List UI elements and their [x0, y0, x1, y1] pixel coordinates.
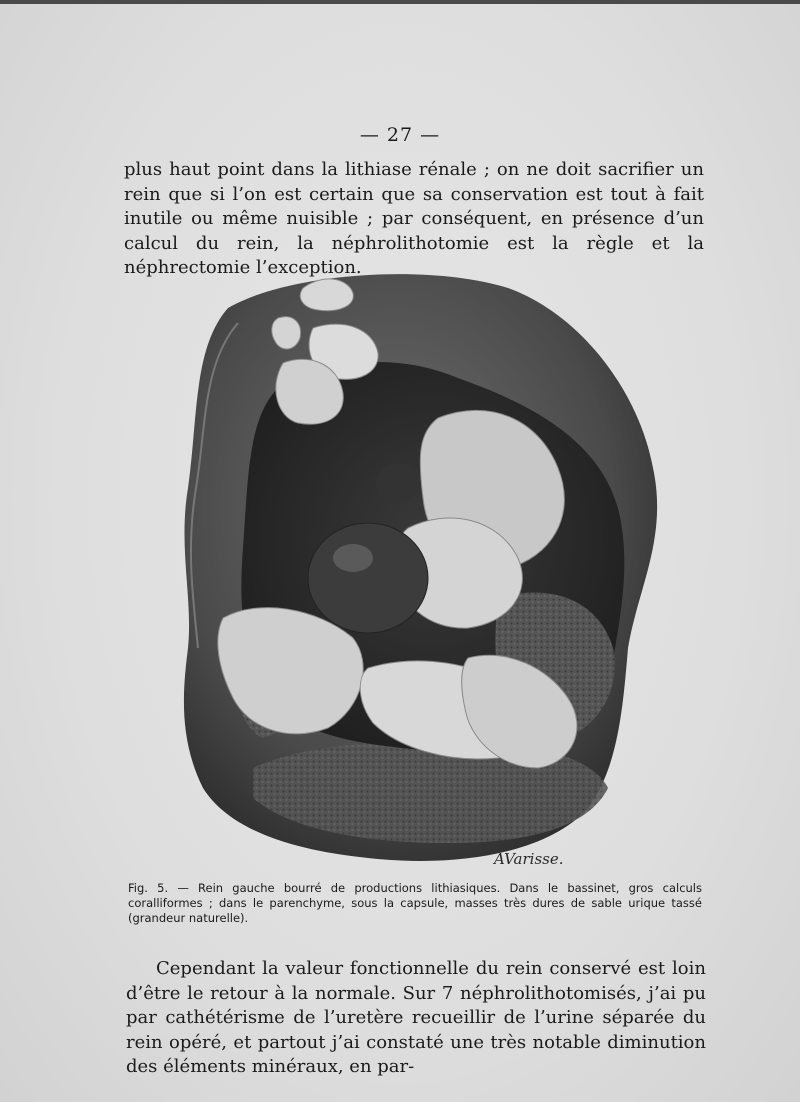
dark-calculus [308, 523, 428, 633]
kidney-illustration [168, 268, 678, 880]
dark-calculus-highlight [333, 544, 373, 572]
small-round-stone [376, 463, 420, 503]
bottom-paragraph: Cependant la valeur fonctionnelle du rein conservé est loin d’être le retour à la normale. Sur 7 néphrolithotomisés, j’ai pu par cathétérisme de l’uretère recueillir de l’urine séparée du rein opéré, et partout j’ai constaté une très notable diminution des éléments minéraux, en par- [126, 958, 706, 1077]
page-top-edge [0, 0, 800, 4]
page-number: — 27 — [359, 124, 441, 146]
top-paragraph: plus haut point dans la lithiase rénale ; on ne doit sacrifier un rein que si l’on est certain que sa conservation est tout à fait inutile ou même nuisible ; par conséquent, en présence d’un calcul du rein, la néphrolithotomie est la règle et la néphrectomie l’exception. [124, 159, 704, 278]
artist-signature: AVarisse. [494, 850, 564, 868]
figure-caption: Fig. 5. — Rein gauche bourré de productions lithiasiques. Dans le bassinet, gros calculs coralliformes ; dans le parenchyme, sous la capsule, masses très dures de sable urique tassé (grandeur naturelle). [128, 881, 702, 925]
